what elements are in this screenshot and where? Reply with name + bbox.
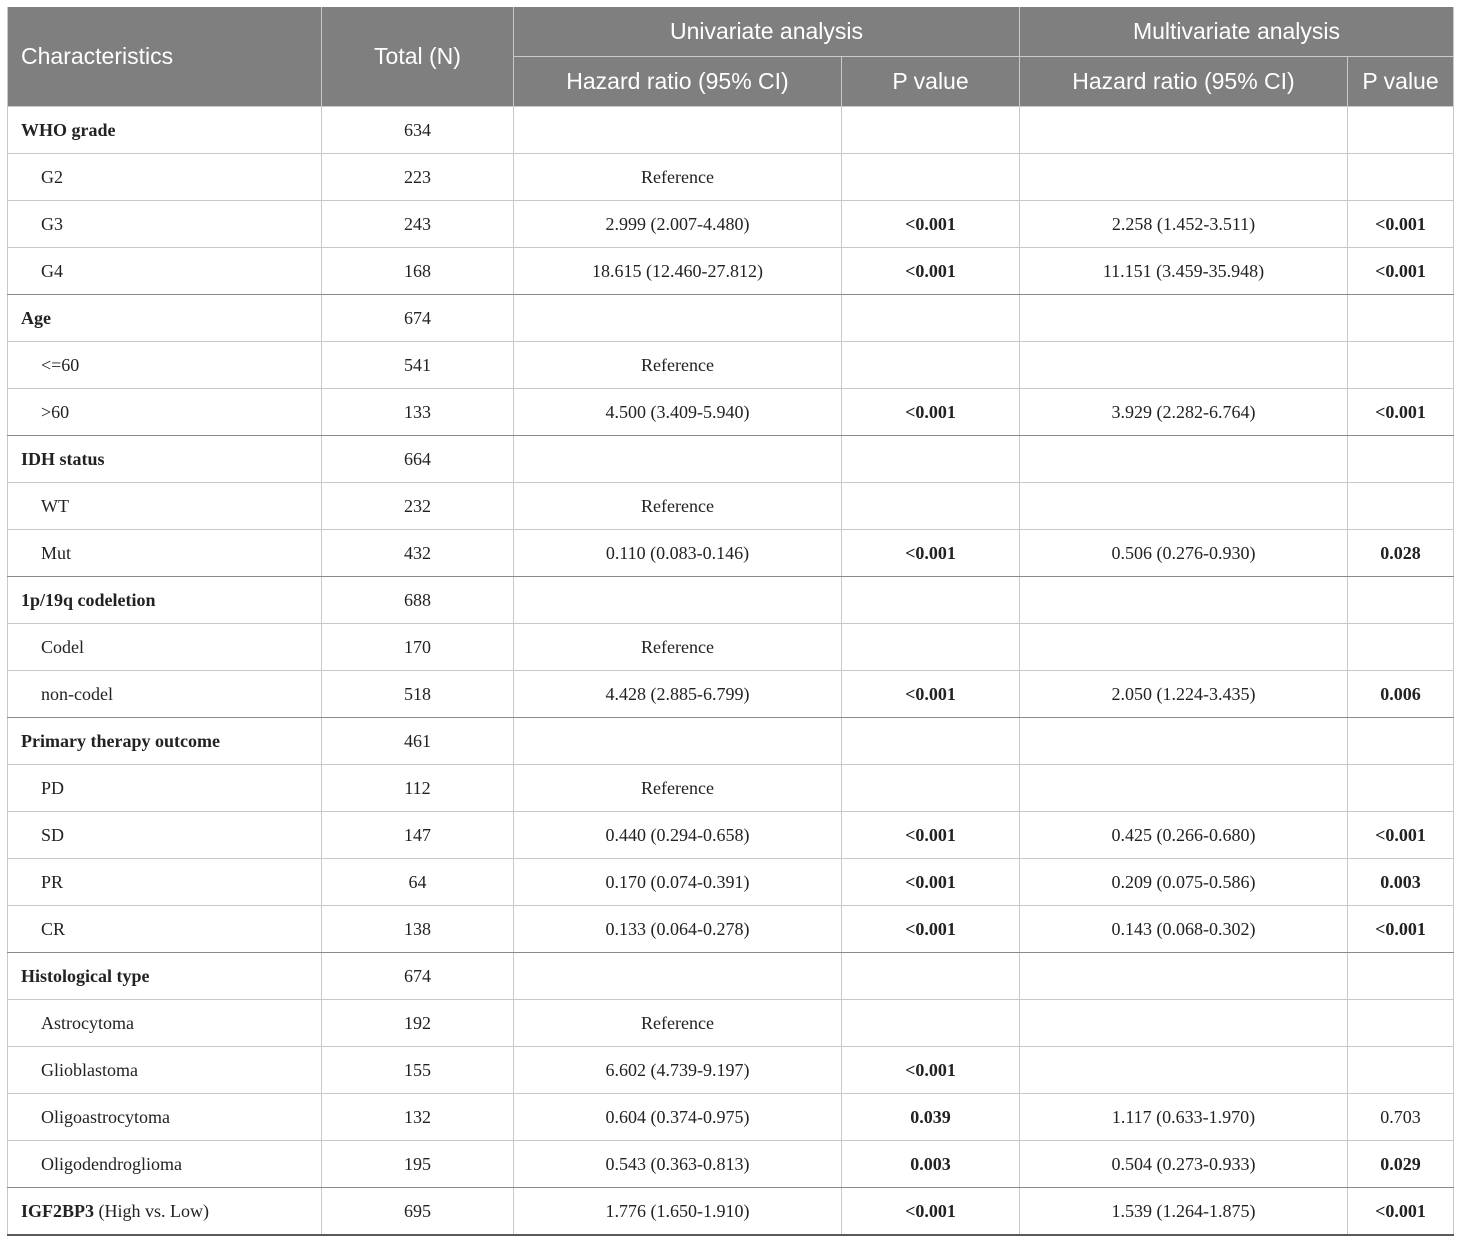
table-row (8, 906, 1454, 953)
row-multi-hr (1020, 765, 1348, 812)
row-uni-hr: 0.604 (0.374-0.975) (514, 1094, 842, 1141)
row-uni-hr: 18.615 (12.460-27.812) (514, 248, 842, 295)
row-total: 461 (322, 718, 514, 765)
row-uni-p (842, 1000, 1020, 1047)
row-label: Codel (8, 624, 322, 671)
row-multi-hr (1020, 295, 1348, 342)
row-uni-hr: 0.440 (0.294-0.658) (514, 812, 842, 859)
row-total: 192 (322, 1000, 514, 1047)
table-row (8, 859, 1454, 906)
table-row-age (8, 295, 1454, 342)
row-multi-p (1348, 483, 1454, 530)
row-uni-p (842, 577, 1020, 624)
row-uni-p (842, 624, 1020, 671)
table-row (8, 1094, 1454, 1141)
row-label (8, 1188, 322, 1236)
row-uni-p: 0.003 (842, 1141, 1020, 1188)
row-multi-p (1348, 624, 1454, 671)
row-total: 223 (322, 154, 514, 201)
header-multi-p-value: P value (1348, 57, 1454, 107)
table-row (8, 154, 1454, 201)
row-uni-p (842, 483, 1020, 530)
row-total: 138 (322, 906, 514, 953)
row-uni-p (842, 953, 1020, 1000)
table-header (8, 7, 1454, 107)
row-multi-p (1348, 1000, 1454, 1047)
row-multi-p (1348, 953, 1454, 1000)
row-multi-hr (1020, 577, 1348, 624)
row-uni-hr: Reference (514, 483, 842, 530)
row-total: 674 (322, 953, 514, 1000)
header-uni-hazard-ratio: Hazard ratio (95% CI) (514, 57, 842, 107)
row-multi-hr (1020, 1000, 1348, 1047)
row-uni-p: <0.001 (842, 906, 1020, 953)
table-body (8, 107, 1454, 1236)
row-multi-p (1348, 154, 1454, 201)
row-multi-hr (1020, 436, 1348, 483)
table-row (8, 765, 1454, 812)
row-multi-p (1348, 1047, 1454, 1094)
row-total: 664 (322, 436, 514, 483)
row-label: IDH status (8, 436, 322, 483)
row-multi-p (1348, 107, 1454, 154)
row-multi-p: <0.001 (1348, 389, 1454, 436)
row-label: 1p/19q codeletion (8, 577, 322, 624)
row-multi-hr (1020, 483, 1348, 530)
row-uni-p: <0.001 (842, 1047, 1020, 1094)
row-label: Histological type (8, 953, 322, 1000)
row-label: SD (8, 812, 322, 859)
row-uni-hr (514, 718, 842, 765)
row-uni-hr: 1.776 (1.650-1.910) (514, 1188, 842, 1236)
table-row (8, 1047, 1454, 1094)
row-multi-hr: 0.506 (0.276-0.930) (1020, 530, 1348, 577)
row-total: 232 (322, 483, 514, 530)
row-label: Glioblastoma (8, 1047, 322, 1094)
row-uni-p (842, 718, 1020, 765)
row-uni-p (842, 765, 1020, 812)
row-total: 132 (322, 1094, 514, 1141)
header-multi-hazard-ratio: Hazard ratio (95% CI) (1020, 57, 1348, 107)
row-multi-hr: 0.504 (0.273-0.933) (1020, 1141, 1348, 1188)
header-characteristics: Characteristics (8, 7, 322, 107)
row-uni-hr: 0.170 (0.074-0.391) (514, 859, 842, 906)
row-label: PR (8, 859, 322, 906)
header-multivariate: Multivariate analysis (1020, 7, 1454, 57)
row-multi-p: 0.029 (1348, 1141, 1454, 1188)
row-total: 147 (322, 812, 514, 859)
row-total: 170 (322, 624, 514, 671)
table-row (8, 1000, 1454, 1047)
row-total: 64 (322, 859, 514, 906)
row-multi-hr: 0.425 (0.266-0.680) (1020, 812, 1348, 859)
row-uni-p: <0.001 (842, 812, 1020, 859)
row-label: Oligoastrocytoma (8, 1094, 322, 1141)
row-multi-p (1348, 577, 1454, 624)
row-multi-hr: 2.050 (1.224-3.435) (1020, 671, 1348, 718)
table-row-histological-type (8, 953, 1454, 1000)
table-row (8, 530, 1454, 577)
cox-regression-table-container (7, 7, 1453, 1236)
row-uni-p: 0.039 (842, 1094, 1020, 1141)
row-uni-p (842, 436, 1020, 483)
row-uni-hr (514, 295, 842, 342)
row-uni-hr (514, 953, 842, 1000)
header-total: Total (N) (322, 7, 514, 107)
row-multi-hr: 0.143 (0.068-0.302) (1020, 906, 1348, 953)
row-uni-hr: 4.500 (3.409-5.940) (514, 389, 842, 436)
row-total: 634 (322, 107, 514, 154)
row-uni-hr (514, 436, 842, 483)
row-multi-p (1348, 436, 1454, 483)
row-uni-hr (514, 107, 842, 154)
row-total: 674 (322, 295, 514, 342)
table-row (8, 624, 1454, 671)
row-multi-p: 0.003 (1348, 859, 1454, 906)
table-row (8, 389, 1454, 436)
row-uni-hr: Reference (514, 154, 842, 201)
row-multi-hr (1020, 953, 1348, 1000)
row-label: WT (8, 483, 322, 530)
row-multi-p (1348, 718, 1454, 765)
row-uni-hr: 0.133 (0.064-0.278) (514, 906, 842, 953)
row-multi-hr (1020, 342, 1348, 389)
row-label: G4 (8, 248, 322, 295)
table-row-primary-therapy-outcome (8, 718, 1454, 765)
table-row (8, 342, 1454, 389)
row-total: 541 (322, 342, 514, 389)
row-total: 133 (322, 389, 514, 436)
row-label: Primary therapy outcome (8, 718, 322, 765)
row-label: Oligodendroglioma (8, 1141, 322, 1188)
row-uni-hr: Reference (514, 624, 842, 671)
row-multi-hr: 11.151 (3.459-35.948) (1020, 248, 1348, 295)
row-multi-p: 0.703 (1348, 1094, 1454, 1141)
row-uni-p: <0.001 (842, 1188, 1020, 1236)
row-uni-p (842, 154, 1020, 201)
row-multi-p: <0.001 (1348, 906, 1454, 953)
row-uni-hr: Reference (514, 1000, 842, 1047)
table-row (8, 1141, 1454, 1188)
row-multi-hr: 1.539 (1.264-1.875) (1020, 1188, 1348, 1236)
row-multi-p: <0.001 (1348, 1188, 1454, 1236)
header-uni-p-value: P value (842, 57, 1020, 107)
row-multi-p (1348, 295, 1454, 342)
table-row (8, 483, 1454, 530)
row-label: Astrocytoma (8, 1000, 322, 1047)
row-total: 168 (322, 248, 514, 295)
table-row (8, 671, 1454, 718)
row-multi-hr (1020, 154, 1348, 201)
row-uni-p: <0.001 (842, 248, 1020, 295)
row-label: non-codel (8, 671, 322, 718)
row-label: >60 (8, 389, 322, 436)
row-multi-hr (1020, 1047, 1348, 1094)
table-row-idh-status (8, 436, 1454, 483)
row-multi-hr: 0.209 (0.075-0.586) (1020, 859, 1348, 906)
row-label: WHO grade (8, 107, 322, 154)
row-multi-hr: 3.929 (2.282-6.764) (1020, 389, 1348, 436)
row-multi-hr (1020, 624, 1348, 671)
row-multi-hr: 2.258 (1.452-3.511) (1020, 201, 1348, 248)
row-uni-p: <0.001 (842, 671, 1020, 718)
row-label: CR (8, 906, 322, 953)
row-label: G2 (8, 154, 322, 201)
row-uni-hr: 2.999 (2.007-4.480) (514, 201, 842, 248)
row-multi-p: 0.006 (1348, 671, 1454, 718)
table-row (8, 248, 1454, 295)
row-total: 688 (322, 577, 514, 624)
row-label: <=60 (8, 342, 322, 389)
row-total: 243 (322, 201, 514, 248)
row-total: 695 (322, 1188, 514, 1236)
row-uni-p: <0.001 (842, 530, 1020, 577)
row-label: Mut (8, 530, 322, 577)
row-uni-p (842, 295, 1020, 342)
row-label: Age (8, 295, 322, 342)
row-total: 155 (322, 1047, 514, 1094)
row-multi-p (1348, 342, 1454, 389)
row-multi-hr (1020, 718, 1348, 765)
table-row-who-grade (8, 107, 1454, 154)
row-multi-p (1348, 765, 1454, 812)
row-uni-p: <0.001 (842, 389, 1020, 436)
table-row-igf2bp3 (8, 1188, 1454, 1236)
cox-regression-table (7, 7, 1454, 1236)
row-multi-p: <0.001 (1348, 201, 1454, 248)
row-uni-p: <0.001 (842, 859, 1020, 906)
row-multi-p: 0.028 (1348, 530, 1454, 577)
row-uni-hr: 0.543 (0.363-0.813) (514, 1141, 842, 1188)
table-row-1p19q-codeletion (8, 577, 1454, 624)
row-uni-hr (514, 577, 842, 624)
gene-comparison: (High vs. Low) (94, 1200, 210, 1221)
table-row (8, 812, 1454, 859)
row-total: 432 (322, 530, 514, 577)
row-label: G3 (8, 201, 322, 248)
row-uni-hr: 6.602 (4.739-9.197) (514, 1047, 842, 1094)
row-multi-p: <0.001 (1348, 248, 1454, 295)
row-total: 195 (322, 1141, 514, 1188)
table-row (8, 201, 1454, 248)
row-total: 518 (322, 671, 514, 718)
row-uni-p: <0.001 (842, 201, 1020, 248)
row-uni-hr: 4.428 (2.885-6.799) (514, 671, 842, 718)
row-label: PD (8, 765, 322, 812)
header-univariate: Univariate analysis (514, 7, 1020, 57)
row-multi-hr: 1.117 (0.633-1.970) (1020, 1094, 1348, 1141)
gene-name: IGF2BP3 (21, 1200, 95, 1221)
row-uni-hr: Reference (514, 342, 842, 389)
row-uni-p (842, 107, 1020, 154)
row-multi-hr (1020, 107, 1348, 154)
row-uni-hr: Reference (514, 765, 842, 812)
row-uni-hr: 0.110 (0.083-0.146) (514, 530, 842, 577)
row-total: 112 (322, 765, 514, 812)
row-multi-p: <0.001 (1348, 812, 1454, 859)
row-uni-p (842, 342, 1020, 389)
